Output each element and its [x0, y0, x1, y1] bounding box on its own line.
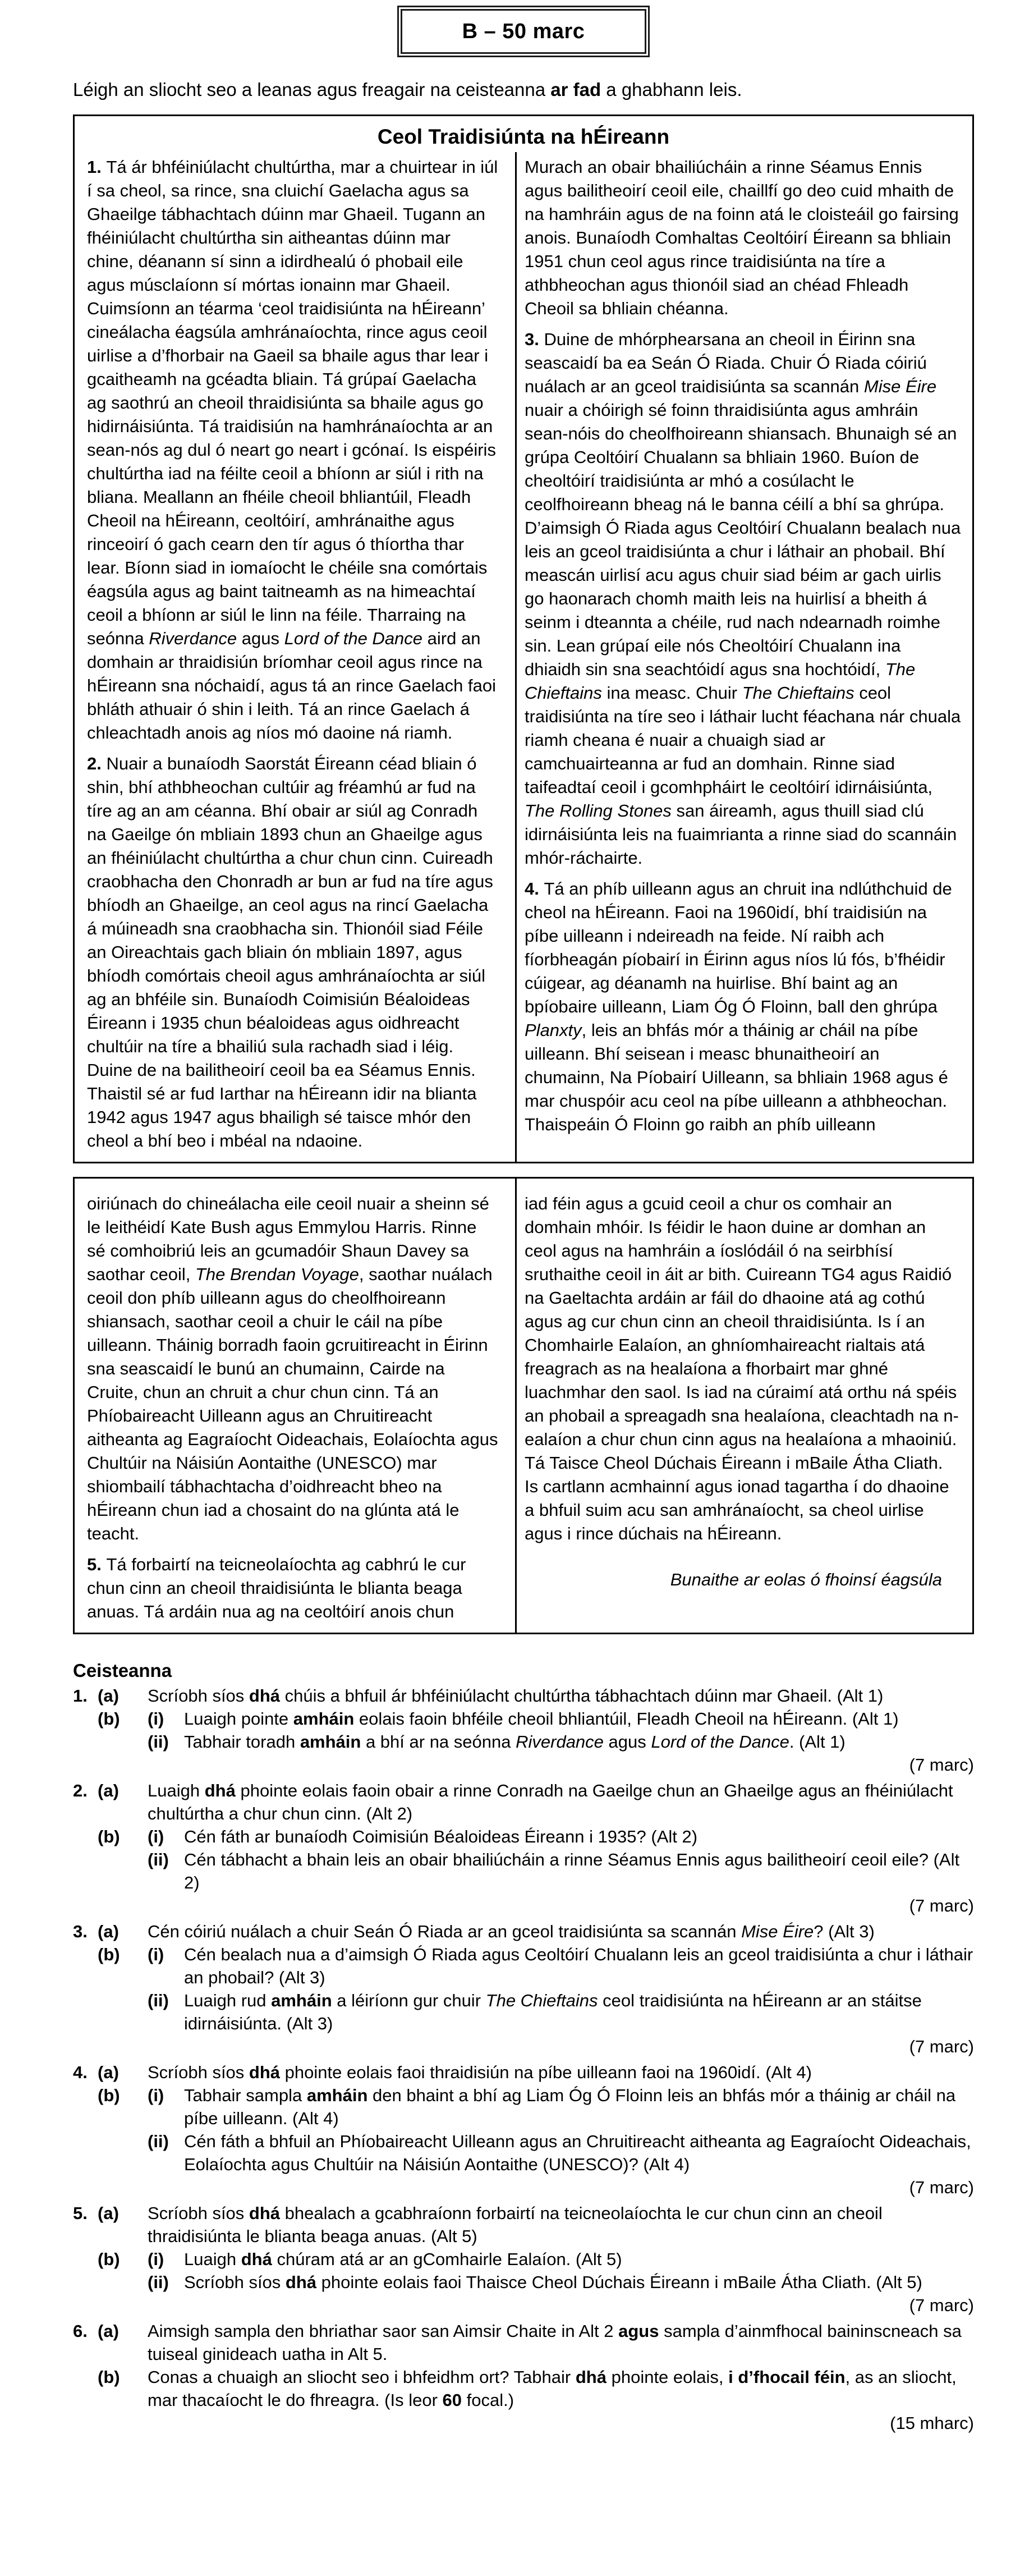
text-run: Cén tábhacht a bhain leis an obair bhailiúcháin a rinne Séamus Ennis agus bailitheoirí ceoil eile? (Alt 2)	[184, 1850, 960, 1892]
text-run: focal.)	[462, 2390, 514, 2410]
question-text	[184, 2271, 974, 2294]
text-run: dhá	[249, 1686, 281, 1706]
part-label: (a)	[98, 1686, 119, 1706]
part-label: (b)	[98, 1709, 120, 1729]
question	[73, 2202, 974, 2317]
text-run: dhá	[241, 2249, 272, 2269]
text-run: Luaigh	[184, 2249, 241, 2269]
text-run: den bhaint a bhí ag Liam Óg Ó Floinn leis an bhfás mór a tháinig ar cháil na píbe uilleann. (Alt 4)	[184, 2085, 956, 2128]
box2-col-right	[517, 1179, 972, 1633]
text-run: Mise Éire	[741, 1922, 814, 1941]
text-run: The Rolling Stones	[525, 801, 672, 821]
question-text	[184, 1989, 974, 2035]
question-text	[184, 1730, 974, 1753]
questions-heading: Ceisteanna	[73, 1660, 172, 1681]
subpart-label: (i)	[148, 2085, 164, 2105]
text-run: 60	[442, 2390, 462, 2410]
text-run: Cén fáth a bhfuil an Phíobaireacht Uilleann agus an Chruitireacht aitheanta ag Eagraíocht Oideachais, Eolaíochta agus Chultúir na Náisiún Aontaithe (UNESCO)? (Alt 4)	[184, 2132, 971, 2174]
part-label: (a)	[98, 2062, 119, 2082]
question-row	[73, 1943, 974, 1989]
text-run: Léigh an sliocht seo a leanas agus freagair na ceisteanna	[73, 79, 551, 100]
passage-box-1	[73, 114, 974, 1163]
part-label: (a)	[98, 2321, 119, 2341]
passage-title: Ceol Traidisiúnta na hÉireann	[377, 125, 670, 148]
question-number: 2.	[73, 1781, 88, 1800]
text-run: The Chieftains	[525, 659, 916, 703]
text-run: amháin	[293, 1709, 355, 1729]
box1-col-left	[75, 152, 517, 1162]
text-run: a ghabhann leis.	[601, 79, 742, 100]
question-row	[73, 2130, 974, 2176]
passage-paragraph	[525, 328, 961, 870]
instruction-line	[73, 79, 974, 101]
subpart-label: (ii)	[148, 2272, 169, 2292]
box1-col-right	[517, 152, 972, 1162]
question-text	[184, 1943, 974, 1989]
part-label: (a)	[98, 1922, 119, 1941]
text-run: Conas a chuaigh an sliocht seo i bhfeidhm ort? Tabhair	[148, 2367, 576, 2387]
question-row	[73, 2084, 974, 2130]
text-run: The Chieftains	[742, 683, 854, 703]
text-run: iad féin agus a gcuid ceoil a chur os comhair an domhain mhóir. Is féidir le haon duine ar domhan an ceol agus na hamhráin a íoslódáil ó na seirbhísí sruthaithe ceoil in áit ar bith. Cuireann TG4 agus Raidió na Gaeltachta ardáin ar fáil do dhaoine atá ag cothú agus ag cur chun cinn an cheoil thraidisiúnta. Is í an Chomhairle Ealaíon, an ghníomhaireacht rialtais atá freagrach as na healaíona a fhorbairt mar ghné luachmhar den saol. Is iad na cúraimí atá orthu ná spéis an phobail a spreagadh sna healaíona, cleachtadh na n-ealaíon a chur chun cinn agus na healaíona a mhaoiniú. Tá Taisce Cheol Dúchais Éireann i mBaile Átha Cliath. Is cartlann acmhainní agus ionad tagartha í do dhaoine a bhfuil suim acu san amhránaíocht, sa cheol uirlise agus i rince dúchais na hÉireann.	[525, 1194, 959, 1543]
passage-paragraph	[525, 1192, 961, 1546]
text-run: Tabhair toradh	[184, 1732, 300, 1752]
question-row	[73, 2202, 974, 2248]
text-run: Scríobh síos	[148, 1686, 249, 1706]
question-text	[148, 2320, 974, 2366]
passage-box-1-columns	[75, 152, 972, 1162]
text-run: Luaigh rud	[184, 1991, 272, 2010]
text-run: ceol traidisiúnta na tíre seo i láthair lucht féachana nár chuala riamh cheana é nuair a chuaigh siad ar camchuairteanna ar fud an domhain. Rinne siad taifeadtaí ceoil i gcomhpháirt le ceoltóirí idirnáisiúnta,	[525, 683, 961, 797]
question-row	[73, 1825, 974, 1848]
text-run: Luaigh	[148, 1781, 205, 1800]
text-run: Scríobh síos	[148, 2203, 249, 2223]
question-row	[73, 2061, 974, 2084]
text-run: Scríobh síos	[148, 2062, 249, 2082]
box2-col-right-paragraphs	[525, 1192, 961, 1546]
text-run: phointe eolais faoi thraidisiún na píbe uilleann faoi na 1960idí. (Alt 4)	[280, 2062, 812, 2082]
text-run: amháin	[271, 1991, 332, 2010]
passage-paragraph	[87, 1192, 499, 1546]
question-row	[73, 1848, 974, 1894]
passage-paragraph	[525, 877, 961, 1136]
question-row	[73, 1730, 974, 1753]
passage-paragraph	[87, 155, 499, 745]
text-run: ceol traidisiúnta na hÉireann ar an stáitse idirnáisiúnta. (Alt 3)	[184, 1991, 922, 2033]
question-row	[73, 2320, 974, 2366]
part-label: (b)	[98, 1827, 120, 1846]
questions-section	[73, 1659, 974, 2435]
text-run: Aimsigh sampla den bhriathar saor san Aimsir Chaite in Alt 2	[148, 2321, 619, 2341]
text-run: ar fad	[550, 79, 601, 100]
question-text	[184, 2130, 974, 2176]
text-run: Cén bealach nua a d’aimsigh Ó Riada agus Ceoltóirí Chualann leis an gceol traidisiúnta a chur i láthair an phobail? (Alt 3)	[184, 1945, 973, 1987]
section-marks-label: B – 50 marc	[462, 20, 585, 43]
subpart-label: (i)	[148, 2249, 164, 2269]
subpart-label: (i)	[148, 1945, 164, 1964]
text-run: chúram atá ar an gComhairle Ealaíon. (Alt 5)	[272, 2249, 622, 2269]
text-run: , saothar nuálach ceoil don phíb uilleann agus do cheolfhoireann shiansach, saothar ceoil a chuir le cáil na píbe uilleann. Tháinig borradh faoin gcruitireacht in Éirinn sna seascaidí le bunú an chumainn, Cairde na Cruite, chun an chruit a chur chun cinn. Tá an Phíobaireacht Uilleann agus an Chruitireacht aitheanta ag Eagraíocht Oideachais, Eolaíochta agus Chultúir na Náisiún Aontaithe (UNESCO) mar shiombailí tábhachtacha d’oidhreacht bheo na hÉireann chun iad a chosaint do na glúnta atá le teacht.	[87, 1264, 498, 1543]
text-run: The Brendan Voyage	[195, 1264, 359, 1284]
box2-col-left	[75, 1179, 517, 1633]
subpart-label: (i)	[148, 1827, 164, 1846]
question-row	[73, 1707, 974, 1730]
text-run: Lord of the Dance	[284, 629, 423, 648]
question-text	[148, 2061, 974, 2084]
passage-box-2-columns	[75, 1179, 972, 1633]
section-marks-badge	[397, 6, 650, 57]
text-run: Planxty	[525, 1020, 582, 1040]
text-run: Cén cóiriú nuálach a chuir Seán Ó Riada ar an gceol traidisiúnta sa scannán	[148, 1922, 742, 1941]
text-run: a bhí ar na seónna	[361, 1732, 516, 1752]
question-text	[184, 1848, 974, 1894]
subpart-label: (ii)	[148, 1732, 169, 1752]
text-run: agus	[603, 1732, 651, 1752]
part-label: (b)	[98, 1945, 120, 1964]
text-run: i d’fhocail féin	[728, 2367, 846, 2387]
text-run: dhá	[249, 2062, 281, 2082]
marks-label: (7 marc)	[909, 2037, 974, 2056]
text-run: . (Alt 1)	[789, 1732, 846, 1752]
part-label: (a)	[98, 1781, 119, 1800]
text-run: 5.	[87, 1555, 107, 1574]
part-label: (b)	[98, 2367, 120, 2387]
text-run: 4.	[525, 879, 544, 899]
question-text	[148, 1779, 974, 1825]
questions-list	[73, 1684, 974, 2435]
passage-box-2	[73, 1177, 974, 1634]
text-run: sampla d’ainmfhocal baininscneach sa tuiseal ginideach uatha in Alt 5.	[148, 2321, 962, 2364]
text-run: Nuair a bunaíodh Saorstát Éireann céad bliain ó shin, bhí athbheochan cultúir ag fréamhú ar fud na tíre ag an am céanna. Bhí obair ar siúl ag Conradh na Gaeilge ón mbliain 1893 chun an Ghaeilge agus an fhéiniúlacht chultúrtha a chur chun cinn. Cuireadh craobhacha den Chonradh ar bun ar fud na tíre agus bhíodh an Ghaeilge, an ceol agus na rincí Gaelacha á múineadh sna craobhacha sin. Thionóil siad Féile an Oireachtais gach bliain ón mbliain 1897, agus bhíodh comórtais cheoil agus amhránaíochta ar siúl ag an bhféile sin. Bunaíodh Coimisiún Béaloideas Éireann i 1935 chun béaloideas agus oidhreacht chultúir na tíre a bhailiú sula rachadh siad i léig. Duine de na bailitheoirí ceoil ba ea Séamus Ennis. Thaistil sé ar fud Iarthar na hÉireann idir na blianta 1942 agus 1947 agus bhailigh sé taisce mhór den cheol a bhí beo i mbéal na ndaoine.	[87, 754, 493, 1151]
question-number: 5.	[73, 2203, 88, 2223]
question-row	[73, 1779, 974, 1825]
question	[73, 1779, 974, 1917]
text-run: oiriúnach do chineálacha eile ceoil nuair a sheinn sé le leithéidí Kate Bush agus Emmylou Harris. Rinne sé comhoibriú leis an gcumadóir Shaun Davey sa saothar ceoil,	[87, 1194, 489, 1284]
subpart-label: (ii)	[148, 1850, 169, 1869]
text-run: dhá	[249, 2203, 281, 2223]
marks-label: (7 marc)	[909, 1755, 974, 1775]
marks-label: (15 mharc)	[890, 2413, 974, 2433]
text-run: eolais faoin bhféile cheoil bhliantúil, Fleadh Cheoil na hÉireann. (Alt 1)	[354, 1709, 899, 1729]
text-run: nuair a chóirigh sé foinn thraidisiúnta agus amhráin sean-nóis do cheolfhoireann shiansach. Bhunaigh sé an grúpa Ceoltóirí Chualann sa bhliain 1960. Buíon de cheoltóirí traidisiúnta ar mhó a cosúlacht le ceolfhoireann bheag ná le banna céilí a bhí sa ghrúpa. D’aimsigh Ó Riada agus Ceoltóirí Chualann bealach nua leis an gceol traidisiúnta a chur i láthair an phobail. Bhí meascán uirlisí acu agus chuir siad béim ar gach uirlis go haonarach chomh maith leis na huirlisí a bheith á seinm i dteannta a chéile, rud nach ndearnadh roimhe sin. Lean grúpaí eile nós Cheoltóirí Chualann ina dhiaidh sin sna seachtóidí agus sna hochtóidí,	[525, 400, 961, 679]
text-run: 3.	[525, 329, 544, 349]
text-run: 1.	[87, 157, 107, 177]
text-run: agus	[237, 629, 284, 648]
text-run: amháin	[300, 1732, 361, 1752]
text-run: The Chieftains	[485, 1991, 598, 2010]
question-text	[148, 2366, 974, 2412]
question-number: 3.	[73, 1922, 88, 1941]
question-number: 6.	[73, 2321, 88, 2341]
text-run: Lord of the Dance	[651, 1732, 789, 1752]
text-run: Scríobh síos	[184, 2272, 286, 2292]
text-run: , leis an bhfás mór a tháinig ar cháil na píbe uilleann. Bhí seisean i measc bhunaitheoirí an chumainn, Na Píobairí Uilleann, sa bhliain 1968 agus é mar chuspóir acu ceol na píbe uilleann a athbheochan. Thaispeáin Ó Floinn go raibh an phíb uilleann	[525, 1020, 948, 1134]
question-text	[148, 1920, 974, 1943]
passage-paragraph	[87, 752, 499, 1153]
text-run: bhealach a gcabhraíonn forbairtí na teicneolaíochta le cur chun cinn an cheoil thraidisiúnta le blianta beaga anuas. (Alt 5)	[148, 2203, 883, 2246]
question	[73, 1684, 974, 1776]
question-number: 4.	[73, 2062, 88, 2082]
subpart-label: (ii)	[148, 1991, 169, 2010]
passage-paragraph	[525, 155, 961, 320]
question	[73, 2061, 974, 2199]
text-run: ina measc. Chuir	[601, 683, 742, 703]
text-run: agus	[618, 2321, 659, 2341]
text-run: san áireamh, agus thuill siad clú idirnáisiúnta leis na fuaimrianta a rinne siad do scannáin mhór-ráchairte.	[525, 801, 957, 868]
part-label: (b)	[98, 2249, 120, 2269]
question-row	[73, 1989, 974, 2035]
text-run: phointe eolais faoin obair a rinne Conradh na Gaeilge chun an Ghaeilge agus an fhéiniúlacht chultúrtha a chur chun cinn. (Alt 2)	[148, 1781, 953, 1823]
question-text	[184, 2248, 974, 2271]
question-row	[73, 2271, 974, 2294]
text-run: Duine de mhórphearsana an cheoil in Éirinn sna seascaidí ba ea Seán Ó Riada. Chuir Ó Riada cóiriú nuálach ar an gceol traidisiúnta sa scannán	[525, 329, 927, 396]
text-run: aird an domhain ar thraidisiún bríomhar ceoil agus rince na hÉireann sna nóchaidí, agus tá an rince Gaelach faoi bhláth athuair ó shin i leith. Tá an rince Gaelach á chleachtadh anois ag níos mó daoine ná riamh.	[87, 629, 496, 742]
text-run: dhá	[575, 2367, 607, 2387]
text-run: Luaigh pointe	[184, 1709, 293, 1729]
question-text	[184, 1707, 974, 1730]
marks-label: (7 marc)	[909, 2295, 974, 2315]
question-text	[148, 2202, 974, 2248]
question	[73, 2320, 974, 2435]
text-run: chúis a bhfuil ár bhféiniúlacht chultúrtha tábhachtach dúinn mar Ghaeil. (Alt 1)	[280, 1686, 884, 1706]
text-run: dhá	[204, 1781, 236, 1800]
passage-paragraph	[87, 1553, 499, 1624]
text-run: 2.	[87, 754, 107, 773]
subpart-label: (ii)	[148, 2132, 169, 2151]
subpart-label: (i)	[148, 1709, 164, 1729]
exam-page	[0, 6, 1020, 2435]
question-number: 1.	[73, 1686, 88, 1706]
text-run: dhá	[285, 2272, 317, 2292]
text-run: Murach an obair bhailiúcháin a rinne Séamus Ennis agus bailitheoirí ceoil eile, chaillfí go deo cuid mhaith de na hamhráin agus de na foinn atá le cloisteáil go fairsing anois. Bunaíodh Comhaltas Ceoltóirí Éireann sa bhliain 1951 chun ceol agus rince traidisiúnta na tíre a athbheochan agus thionóil siad an chéad Fhleadh Cheoil sa bhliain chéanna.	[525, 157, 959, 318]
text-run: Cén fáth ar bunaíodh Coimisiún Béaloideas Éireann i 1935? (Alt 2)	[184, 1827, 698, 1846]
text-run: Tá forbairtí na teicneolaíochta ag cabhrú le cur chun cinn an cheoil thraidisiúnta le blianta beaga anuas. Tá ardáin nua ag na ceoltóirí anois chun	[87, 1555, 466, 1621]
text-run: ? (Alt 3)	[814, 1922, 875, 1941]
text-run: Tabhair sampla	[184, 2085, 307, 2105]
question	[73, 1920, 974, 2058]
text-run: amháin	[306, 2085, 368, 2105]
question-row	[73, 2248, 974, 2271]
marks-label: (7 marc)	[909, 2178, 974, 2197]
text-run: Riverdance	[516, 1732, 604, 1752]
part-label: (b)	[98, 2085, 120, 2105]
text-run: phointe eolais faoi Thaisce Cheol Dúchais Éireann i mBaile Átha Cliath. (Alt 5)	[316, 2272, 922, 2292]
text-run: a léiríonn gur chuir	[332, 1991, 486, 2010]
text-run: Mise Éire	[863, 377, 937, 396]
text-run: Riverdance	[149, 629, 237, 648]
part-label: (a)	[98, 2203, 119, 2223]
text-run: , as an sliocht, mar thacaíocht le do fhreagra. (Is leor	[148, 2367, 957, 2410]
question-row	[73, 2366, 974, 2412]
question-row	[73, 1920, 974, 1943]
text-run: phointe eolais,	[606, 2367, 729, 2387]
question-text	[184, 1825, 974, 1848]
question-text	[148, 1684, 974, 1707]
text-run: Tá an phíb uilleann agus an chruit ina ndlúthchuid de cheol na hÉireann. Faoi na 1960idí, bhí traidisiún na píbe uilleann i ndeireadh na feide. Ní raibh ach fíorbheagán píobairí in Éirinn agus níos lú fós, b’fhéidir cúigear, ag déanamh na huirlise. Bhí baint ag an bpíobaire uilleann, Liam Óg Ó Floinn, ball den ghrúpa	[525, 879, 952, 1016]
credit-line: Bunaithe ar eolas ó fhoinsí éagsúla	[670, 1570, 942, 1589]
text-run: Tá ár bhféiniúlacht chultúrtha, mar a chuirtear in iúl í sa cheol, sa rince, sna cluichí Gaelacha agus sa Ghaeilge tábhachtach dúinn mar Ghaeil. Tugann an fhéiniúlacht chultúrtha sin aitheantas dúinn mar chine, déanann sí sinn a idirdhealú ó phobail eile agus músclaíonn sí mórtas ionainn mar Ghaeil. Cuimsíonn an téarma ‘ceol traidisiúnta na hÉireann’ cineálacha éagsúla amhránaíochta, rince agus ceoil uirlise a d’fhorbair na Gaeil sa bhaile agus thar lear i gcaitheamh na gcéadta bliain. Tá grúpaí Gaelacha ag saothrú an cheoil thraidisiúnta sa bhaile agus go hidirnáisiúnta. Tá traidisiún na hamhránaíochta ar an sean-nós ag dul ó neart go neart i gcónaí. Is eispéiris chultúrtha iad na féilte ceoil a bhíonn ar siúl i rith na bliana. Meallann an fhéile cheoil bhliantúil, Fleadh Cheoil na hÉireann, ceoltóirí, amhránaithe agus rinceoirí ó gach cearn den tír agus ó thíortha thar lear. Bíonn siad in iomaíocht le chéile sna comórtais éagsúla agus ag baint taitneamh as na himeachtaí ceoil a bhíonn ar siúl le linn na féile. Tharraing na seónna	[87, 157, 498, 648]
question-text	[184, 2084, 974, 2130]
marks-label: (7 marc)	[909, 1896, 974, 1915]
question-row	[73, 1684, 974, 1707]
